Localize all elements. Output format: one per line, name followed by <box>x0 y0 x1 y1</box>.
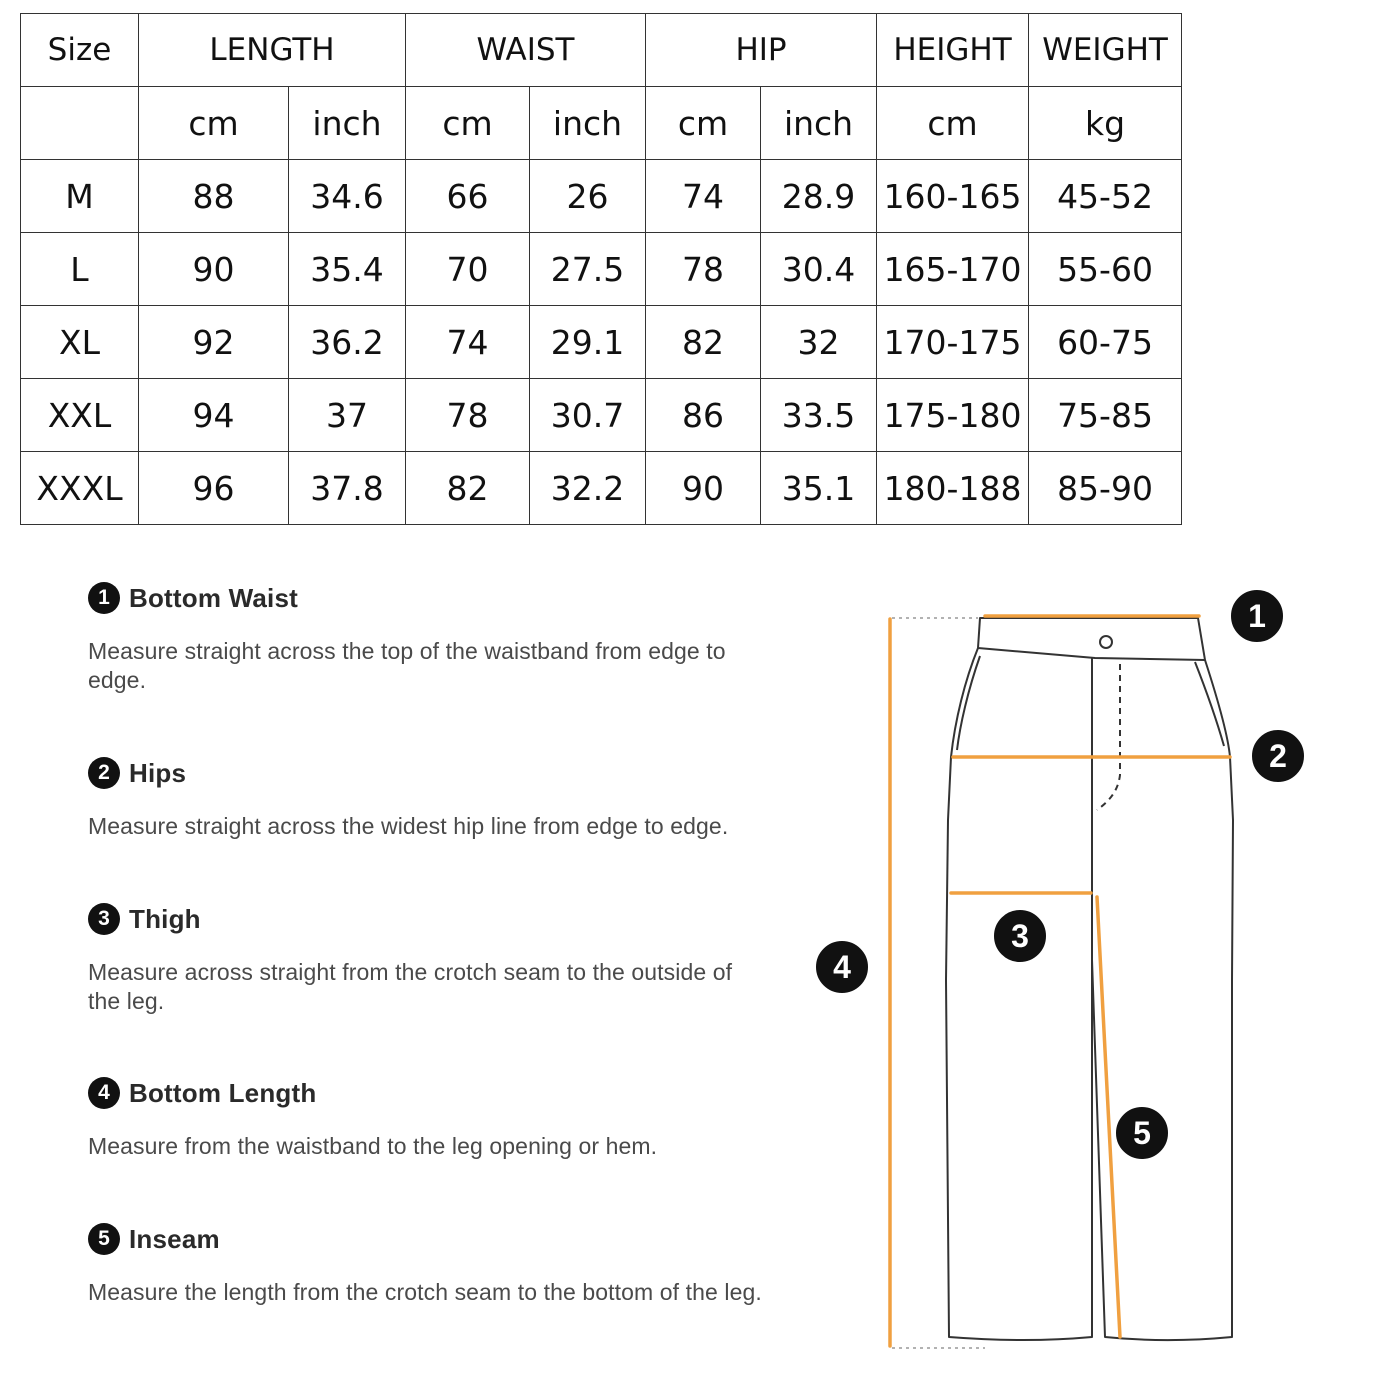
table-cell: 30.4 <box>761 233 877 306</box>
header-waist: WAIST <box>406 14 646 87</box>
measurement-lines <box>890 616 1230 1346</box>
table-cell: M <box>21 160 139 233</box>
table-cell: 30.7 <box>530 379 646 452</box>
table-cell: 29.1 <box>530 306 646 379</box>
table-cell: 66 <box>406 160 530 233</box>
waistband <box>978 618 1205 660</box>
unit-cell: cm <box>877 87 1029 160</box>
table-cell: 94 <box>139 379 289 452</box>
number-badge: 2 <box>88 757 120 789</box>
table-cell: 37.8 <box>289 452 406 525</box>
guide-title-text: Bottom Waist <box>129 582 298 613</box>
guide-description: Measure across straight from the crotch seam to the outside of the leg. <box>88 959 733 1014</box>
table-cell: 90 <box>139 233 289 306</box>
table-cell: L <box>21 233 139 306</box>
size-chart-table <box>20 13 1182 525</box>
table-cell: 33.5 <box>761 379 877 452</box>
waist-button <box>1100 636 1112 648</box>
guide-title <box>88 581 768 615</box>
table-cell: 36.2 <box>289 306 406 379</box>
guide-item-thigh <box>88 902 768 1016</box>
guide-title-text: Thigh <box>129 903 201 934</box>
guide-title-text: Hips <box>129 757 187 788</box>
inseam-measure-line <box>1097 897 1120 1337</box>
header-length: LENGTH <box>139 14 406 87</box>
unit-cell: inch <box>761 87 877 160</box>
guide-description: Measure from the waistband to the leg opening or hem. <box>88 1133 658 1159</box>
guide-title <box>88 1222 768 1256</box>
table-cell: 55-60 <box>1029 233 1182 306</box>
table-cell: 60-75 <box>1029 306 1182 379</box>
table-cell: XL <box>21 306 139 379</box>
guide-description: Measure straight across the top of the waistband from edge to edge. <box>88 638 726 693</box>
table-cell: 32.2 <box>530 452 646 525</box>
callout-5 <box>1115 1106 1169 1160</box>
unit-cell: inch <box>289 87 406 160</box>
table-cell: 32 <box>761 306 877 379</box>
guide-description: Measure the length from the crotch seam to the bottom of the leg. <box>88 1279 762 1305</box>
callout-number: 5 <box>1133 1115 1151 1151</box>
callout-number: 3 <box>1011 918 1029 954</box>
table-cell: 165-170 <box>877 233 1029 306</box>
table-cell: 27.5 <box>530 233 646 306</box>
callout-4 <box>815 940 869 994</box>
guide-description: Measure straight across the widest hip line from edge to edge. <box>88 813 729 839</box>
pants-outline <box>946 618 1233 1340</box>
table-cell: 82 <box>646 306 761 379</box>
unit-cell: inch <box>530 87 646 160</box>
table-cell: 90 <box>646 452 761 525</box>
number-badge: 1 <box>88 582 120 614</box>
table-cell: XXL <box>21 379 139 452</box>
header-weight: WEIGHT <box>1029 14 1182 87</box>
table-cell: 86 <box>646 379 761 452</box>
pants-measurement-diagram <box>800 560 1320 1360</box>
callout-number: 4 <box>833 949 851 985</box>
table-cell: 78 <box>646 233 761 306</box>
header-size: Size <box>21 14 139 87</box>
table-cell: 85-90 <box>1029 452 1182 525</box>
table-cell: 96 <box>139 452 289 525</box>
table-cell: 37 <box>289 379 406 452</box>
table-cell: XXXL <box>21 452 139 525</box>
guide-item-bottom-waist <box>88 581 768 695</box>
unit-cell: cm <box>139 87 289 160</box>
table-units-row <box>21 87 1182 160</box>
callout-number: 1 <box>1248 598 1266 634</box>
table-row <box>21 306 1182 379</box>
table-cell: 170-175 <box>877 306 1029 379</box>
header-hip: HIP <box>646 14 877 87</box>
unit-cell <box>21 87 139 160</box>
table-row <box>21 452 1182 525</box>
guide-item-inseam <box>88 1222 768 1307</box>
left-leg-outline <box>946 648 1092 1340</box>
table-row <box>21 160 1182 233</box>
table-cell: 75-85 <box>1029 379 1182 452</box>
guide-title <box>88 756 768 790</box>
guide-title-text: Bottom Length <box>129 1077 317 1108</box>
table-cell: 34.6 <box>289 160 406 233</box>
header-height: HEIGHT <box>877 14 1029 87</box>
table-cell: 35.1 <box>761 452 877 525</box>
table-cell: 180-188 <box>877 452 1029 525</box>
fly-stitching <box>1097 664 1120 810</box>
callout-number: 2 <box>1269 738 1287 774</box>
table-cell: 74 <box>646 160 761 233</box>
number-badge: 4 <box>88 1077 120 1109</box>
table-cell: 26 <box>530 160 646 233</box>
table-cell: 78 <box>406 379 530 452</box>
table-cell: 82 <box>406 452 530 525</box>
table-row <box>21 233 1182 306</box>
table-cell: 175-180 <box>877 379 1029 452</box>
table-row <box>21 379 1182 452</box>
table-cell: 74 <box>406 306 530 379</box>
table-cell: 35.4 <box>289 233 406 306</box>
guide-title <box>88 902 768 936</box>
guide-item-hips <box>88 756 768 841</box>
guide-title <box>88 1076 768 1110</box>
number-badge: 5 <box>88 1223 120 1255</box>
callout-2 <box>1251 729 1305 783</box>
table-cell: 160-165 <box>877 160 1029 233</box>
table-cell: 70 <box>406 233 530 306</box>
unit-cell: kg <box>1029 87 1182 160</box>
unit-cell: cm <box>646 87 761 160</box>
callout-3 <box>993 909 1047 963</box>
table-cell: 88 <box>139 160 289 233</box>
callout-1 <box>1230 589 1284 643</box>
guide-item-bottom-length <box>88 1076 768 1161</box>
table-header-row <box>21 14 1182 87</box>
table-cell: 45-52 <box>1029 160 1182 233</box>
unit-cell: cm <box>406 87 530 160</box>
guide-title-text: Inseam <box>129 1223 220 1254</box>
table-cell: 92 <box>139 306 289 379</box>
number-badge: 3 <box>88 903 120 935</box>
table-cell: 28.9 <box>761 160 877 233</box>
